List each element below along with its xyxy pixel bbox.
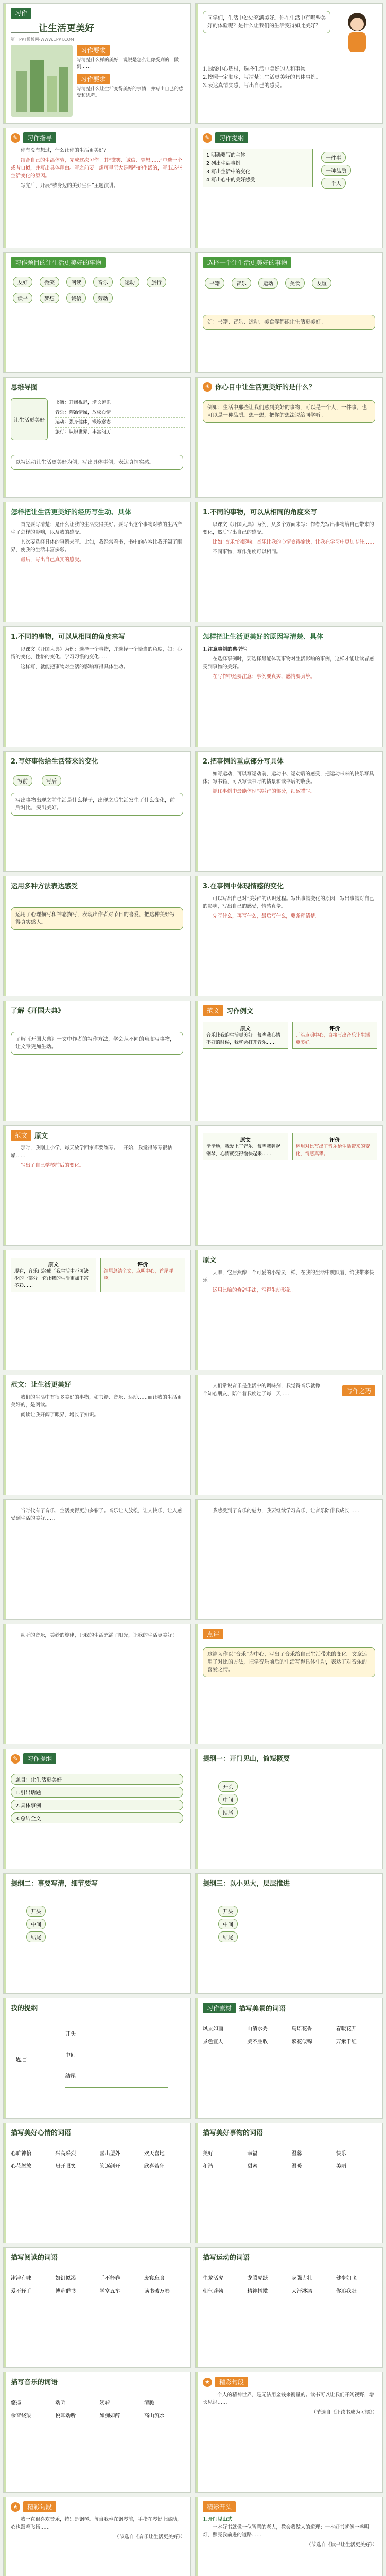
slide-heading: 怎样把让生活更美好的原因写清楚、具体	[203, 633, 324, 641]
slide-methods[interactable]	[3, 876, 191, 996]
model-p2: 阅读让我开阔了眼界，增长了知识。	[21, 1412, 99, 1418]
slide-intro[interactable]	[195, 3, 383, 124]
req-tag-1: 习作要求	[77, 45, 110, 56]
word: 美丽	[336, 2164, 346, 2170]
word-grid	[11, 2398, 183, 2419]
slide-model-4[interactable]	[195, 1499, 383, 1620]
word: 繁花似锦	[291, 2039, 312, 2045]
word: 健步如飞	[336, 2276, 357, 2281]
outline-box	[203, 149, 313, 187]
topic-chip[interactable]: 阅读	[66, 277, 86, 287]
intro-line: 1.围绕中心选材，选择生活中美好的人和事物。	[203, 66, 311, 72]
model5-p1: 动听的音乐，美妙的旋律，让我的生活充满了阳光，让我的生活更美好！	[21, 1633, 178, 1638]
star-icon: ★	[203, 2378, 212, 2387]
word: 心旷神怡	[11, 2151, 31, 2157]
tag-label: 精彩句段	[215, 2377, 248, 2387]
slide-heading: 描写运动的词语	[203, 2254, 250, 2262]
col-head: 原文	[240, 1026, 251, 1032]
col-head: 原文	[240, 1138, 251, 1143]
slide-outline[interactable]	[195, 128, 383, 248]
slide-passage-1[interactable]	[195, 2372, 383, 2493]
choose-list	[203, 277, 377, 290]
typical-p1: 在选择事例时，要选择最能体现事物对生活影响的事例，这样才能让读者感受到事物的美好。	[203, 656, 374, 670]
slide-guide[interactable]	[3, 128, 191, 248]
my-tree-node[interactable]: 结尾	[65, 2066, 168, 2088]
tree-b	[24, 1905, 48, 1943]
outline2-line: 题目：让生活更美好	[11, 1774, 183, 1785]
model3-p1: 当时代有了音乐，生活变得更加多彩了。音乐让人放松，让人快乐，让人感受到生活的美好……	[11, 1508, 182, 1521]
angle-p3: 不同事物，写作角度可以相同。	[213, 549, 282, 555]
word: 余音绕梁	[11, 2413, 31, 2419]
slide-model-2[interactable]	[195, 1375, 383, 1495]
word: 学富五车	[99, 2289, 120, 2294]
req-text-1: 写清楚什么样的美好，说说是怎么让你受到的，做到……	[77, 58, 179, 70]
slide-heading: 怎样把让生活更美好的经历写生动、具体	[11, 509, 132, 516]
outline2-list	[11, 1772, 183, 1825]
topic-chip[interactable]: 友好	[13, 277, 32, 287]
typical-sub: 1.注意事例的典型性	[203, 647, 247, 652]
word: 欣喜若狂	[144, 2164, 165, 2170]
word: 高山流水	[144, 2413, 165, 2419]
example-text: 音乐让我的生活更美好。每当我心情不好的时候，我就会打开音乐……	[206, 1033, 281, 1045]
slide-focus[interactable]	[195, 751, 383, 872]
change-btns	[11, 774, 63, 787]
word: 大汗淋漓	[291, 2289, 312, 2294]
angle-p1: 以课文《开国大典》为例，从多个方面来写：作者先写出事物给自己带来的变化，然后写出自己的感受。	[203, 522, 374, 535]
word: 欢天喜地	[144, 2151, 165, 2157]
col-head: 评价	[329, 1138, 340, 1143]
slide-heading: 1.不同的事物，可以从相同的角度来写	[11, 633, 125, 641]
slide-heading: 描写音乐的词语	[11, 2379, 58, 2386]
slide-model-5[interactable]	[3, 1624, 191, 1744]
girl-icon	[339, 9, 375, 55]
slide-example-3[interactable]	[195, 1125, 383, 1246]
eval-text: 结尾总结全文，点明中心，首尾呼应。	[103, 1269, 173, 1281]
change-after-button[interactable]: 写后	[42, 775, 61, 786]
topic-chip[interactable]: 微笑	[40, 277, 59, 287]
skill-tag: 写作之巧	[342, 1385, 375, 1396]
word: 生龙活虎	[203, 2276, 223, 2281]
my-tree-node[interactable]: 中间	[65, 2045, 168, 2066]
word: 龙腾虎跃	[247, 2276, 268, 2281]
choose-chip[interactable]: 运动	[258, 278, 278, 289]
outline2-line: 2.具体事例	[11, 1800, 183, 1810]
tree-c	[216, 1905, 240, 1943]
slide-comment[interactable]	[195, 1624, 383, 1744]
tree-node: 开头	[26, 1906, 46, 1917]
word: 笑逐颜开	[99, 2164, 120, 2170]
opening1-title: 1.开门见山式	[203, 2517, 233, 2522]
outline-right	[319, 151, 376, 190]
tag-label: 习作提纲	[215, 132, 248, 143]
opening1-source: （节选自《读书让生活更美好》）	[306, 2542, 377, 2548]
eval-text: 开头点明中心，直接写出音乐让生活更美好。	[295, 1033, 370, 1045]
outline-chip[interactable]: 一种品质	[321, 165, 351, 176]
slide-words-3[interactable]	[195, 2123, 383, 2243]
passage1-p1: 一个人的精神世界，是无法用金钱来衡量的。读书可以让我们开阔视野，增长见识……	[203, 2392, 374, 2405]
topic-chip[interactable]: 读书	[13, 293, 32, 303]
guide-p3: 写完后，开展“我身边的美好生活”主题演讲。	[21, 183, 119, 189]
angle-p2: 比如“音乐”的影响：音乐让我的心情变得愉快，让我在学习中更加专注……	[213, 539, 374, 545]
mindmap-center: 让生活更美好	[11, 398, 48, 440]
tag-label: 范文	[203, 1005, 223, 1016]
pen-icon: ✎	[11, 1754, 20, 1764]
mindmap-branch: 书籍：开阔视野，增长见识	[55, 398, 185, 408]
word: 幸福	[247, 2151, 258, 2157]
mindmap-branches	[55, 398, 185, 437]
guide-p1: 你有没有想过，什么让你的生活更美好？	[21, 148, 109, 154]
slide-outline-b[interactable]	[3, 1873, 191, 1994]
topic-chip[interactable]: 音乐	[93, 277, 113, 287]
outline2-line: 3.总结全文	[11, 1812, 183, 1823]
slide-topics[interactable]	[3, 252, 191, 373]
topic-chip[interactable]: 运动	[120, 277, 139, 287]
word: 美不胜收	[247, 2039, 268, 2045]
site-label: 第一PPT模板网-WWW.1PPT.COM	[11, 37, 74, 42]
tag-label: 习作素材	[203, 2003, 236, 2013]
change-text: 写出事物出现之前生活是什么样子，出现之后生活发生了什么变化，前后对比，突出美好。	[11, 793, 183, 816]
slide-heading: 1.不同的事物，可以从相同的角度来写	[203, 509, 317, 516]
example5-eval: 运用比喻的修辞手法，写得生动形象。	[213, 1287, 296, 1293]
slide-heading: 习作例文	[226, 1008, 254, 1015]
emotion-p1: 可以写出自己对“美好”的认识过程。写出事物变化的原因，写出事物对自己的影响，写出自己的感受，情感真挚。	[203, 896, 374, 909]
slide-heading: 提纲二：事要写清，细节要写	[11, 1880, 98, 1888]
choose-chip[interactable]: 书籍	[205, 278, 224, 289]
slide-model-3[interactable]	[3, 1499, 191, 1620]
slide-words-6[interactable]	[3, 2372, 191, 2493]
tag-label: 范文	[11, 1130, 31, 1141]
my-tree	[65, 2024, 168, 2088]
model-p1: 我们的生活中有很多美好的事物，如书籍、音乐、运动……而让我的生活更美好的，是阅读。	[11, 1395, 182, 1408]
col-head: 评价	[329, 1026, 340, 1032]
slide-heading: 了解《开国大典》	[11, 1007, 65, 1015]
slide-heading: 原文	[203, 1257, 217, 1264]
my-outline-label: 题目	[16, 2056, 27, 2063]
topic-list	[11, 276, 185, 304]
outline-item: 2.列出生活事例	[206, 161, 241, 166]
change-before-button[interactable]: 写前	[13, 775, 32, 786]
slide-emotion[interactable]	[195, 876, 383, 996]
pen-icon: ✎	[11, 133, 20, 143]
outline-chip[interactable]: 一件事	[321, 152, 346, 163]
eval-text: 运用对比写出了音乐给生活带来的变化，情感真挚。	[295, 1144, 370, 1157]
slide-typical[interactable]	[195, 626, 383, 747]
tag-label: 点评	[203, 1629, 223, 1639]
word: 读书破万卷	[144, 2289, 170, 2294]
angle2-p1: 以课文《开国大典》为例：选择一个事物，并选择一个恰当的角度，如：心情的变化、性格的变化、学习习惯的变化……	[11, 647, 182, 660]
word: 春暖花开	[336, 2026, 357, 2032]
model4-p1: 我感受到了音乐的魅力，我要继续学习音乐，让音乐陪伴我成长……	[213, 1508, 360, 1514]
slide-model[interactable]	[3, 1375, 191, 1495]
how-p2: 其次要选择具体的事例来写。比如，我经常看书，书中的内容让我开阔了眼界，使我的生活丰富多彩。	[11, 539, 182, 553]
slide-heading: 你心目中让生活更美好的是什么？	[215, 384, 316, 392]
slide-change[interactable]	[3, 751, 191, 872]
slide-choose[interactable]	[195, 252, 383, 373]
slide-outline-c[interactable]	[195, 1873, 383, 1994]
outline-item: 1.明确要写的主体	[206, 152, 245, 158]
typical-p2: 在写作中还要注意：事例要真实，感情要真挚。	[213, 674, 315, 680]
tag-label: 习作指导	[23, 132, 56, 143]
light-icon: ☀	[203, 382, 212, 392]
word: 温馨	[291, 2151, 302, 2157]
slide-example-5[interactable]	[195, 1250, 383, 1370]
topic-chip[interactable]: 旅行	[147, 277, 166, 287]
word: 万紫千红	[336, 2039, 357, 2045]
star-icon: ★	[11, 2502, 20, 2512]
slide-grid	[3, 3, 383, 2576]
slide-heading: 2.写好事物给生活带来的变化	[11, 758, 98, 766]
how-p1: 首先要写清楚：是什么让我的生活变得美好。要写出这个事物对我的生活产生了怎样的影响，以及我的感受。	[11, 522, 182, 535]
word: 心花怒放	[11, 2164, 31, 2170]
outline-chip[interactable]: 一个人	[321, 178, 346, 189]
req-text-2: 写清楚什么让生活变得美好的事情，并写出自己的感受和思考。	[77, 87, 184, 98]
slide-outline-2[interactable]	[3, 1749, 191, 1869]
word-grid	[11, 2274, 183, 2294]
slide-words-5[interactable]	[195, 2247, 383, 2368]
mindmap-branch: 旅行：认识世界，丰富阅历	[55, 428, 185, 437]
tree-node: 开头	[218, 1906, 238, 1917]
slide-heading: 3.在事例中体现情感的变化	[203, 883, 284, 890]
slide-opening-1[interactable]	[195, 2497, 383, 2576]
word: 手不释卷	[99, 2276, 120, 2281]
girl-avatar	[339, 9, 375, 55]
tag-label: 精彩句段	[23, 2501, 56, 2512]
word: 快乐	[336, 2151, 346, 2157]
topic-chip[interactable]: 诚信	[66, 293, 86, 303]
slide-example-2[interactable]	[3, 1125, 191, 1246]
intro-bubble: 同学们，生活中处处充满美好。你在生活中有哪些美好的体验呢？是什么让我们的生活变得如此美好？	[203, 11, 330, 33]
comment-text: 这篇习作以“音乐”为中心，写出了音乐给自己生活带来的变化。文章运用了对比的方法，把学音乐前后的生活写得具体生动，表达了对音乐的喜爱之情。	[203, 1647, 375, 1677]
word: 朝气蓬勃	[203, 2289, 223, 2294]
tree-node: 中间	[218, 1919, 238, 1929]
methods-text: 运用了心理描写和神态描写，表现出作者对节日的喜爱，把这种美好写得真实感人。	[11, 907, 183, 930]
focus-p2: 抓住事例中最能体现“美好”的部分，细致描写。	[213, 789, 315, 794]
tree-node: 中间	[26, 1919, 46, 1929]
discuss-text: 例如：生活中那些让我们感到美好的事物，可以是一个人，一件事，也可以是一种品质。想一想，把你的想法说给同学听。	[203, 400, 375, 423]
word: 温暖	[291, 2164, 302, 2170]
slide-angle-1[interactable]	[195, 502, 383, 622]
example5-p1: 天哪，它居然像一个可爱的小精灵一样，在我的生活中跳跃着，给我带来快乐。	[203, 1270, 374, 1283]
word: 爱不释手	[11, 2289, 31, 2294]
slide-words-2[interactable]	[3, 2123, 191, 2243]
angle2-p2: 这样写，就能把事物对生活的影响写得具体生动。	[21, 664, 129, 670]
slide-heading: 思维导图	[11, 384, 38, 392]
mindmap-note: 以写运动让生活更美好为例，写出具体事例，表达真情实感。	[11, 455, 183, 470]
slide-how[interactable]	[3, 502, 191, 622]
mindmap-branch: 运动：强身健体，锻炼意志	[55, 418, 185, 428]
learn-text: 了解《开国大典》一文中作者的写作方法，学会从不同的角度写事物，让文章更加生动。	[11, 1032, 183, 1055]
word: 悦耳动听	[55, 2413, 76, 2419]
word: 清脆	[144, 2400, 154, 2406]
word: 博览群书	[55, 2289, 76, 2294]
intro-line: 3.表达真情实感，写出自己的感受。	[203, 83, 285, 89]
word: 你追我赶	[336, 2289, 357, 2294]
passage2-source: （节选自《音乐让生活更美好》）	[114, 2534, 185, 2540]
word: 如饥似渴	[55, 2276, 76, 2281]
slide-mindmap[interactable]	[3, 377, 191, 498]
topic-chip[interactable]: 梦想	[40, 293, 59, 303]
buildings-icon	[11, 45, 73, 117]
slide-heading: 描写美好心情的词语	[11, 2129, 72, 2137]
word-grid	[203, 2274, 375, 2294]
tree-a	[216, 1780, 240, 1819]
slide-heading: 提纲三：以小见大，层层推进	[203, 1880, 290, 1888]
slide-heading: 范文：让生活更美好	[11, 1381, 72, 1389]
slide-heading: 描写阅读的词语	[11, 2254, 58, 2262]
intro-line: 2.按照一定顺序，写清楚让生活更美好的具体事例。	[203, 75, 321, 80]
how-p3: 最后，写出自己真实的感受。	[21, 557, 84, 563]
col-head: 原文	[48, 1262, 59, 1268]
choose-chip[interactable]: 音乐	[232, 278, 251, 289]
choose-chip[interactable]: 美食	[285, 278, 305, 289]
word: 美好	[203, 2151, 213, 2157]
tag-label: 习作题目的让生活更美好的事物	[11, 257, 106, 268]
word: 甜蜜	[247, 2164, 258, 2170]
slide-heading: 提纲一：开门见山，简短概要	[203, 1755, 290, 1763]
guide-p2: 结合自己的生活体验，完成这次习作。其“微笑、诚信、梦想……”中选一个或者自拟，并写出具体理由。写之前要一想可呈至大是哪些的生活的，写出这些生活变化的原因。	[11, 158, 182, 179]
slide-passage-2[interactable]	[3, 2497, 191, 2576]
outline-item: 4.写出心中的美好感受	[206, 177, 255, 183]
example-text: 渐渐地，我爱上了音乐。每当我弹起钢琴，心情就变得愉快起来……	[206, 1144, 281, 1157]
tree-node: 结尾	[26, 1931, 46, 1942]
passage2-p1: 我一直很喜欢音乐，特别是钢琴。每当我坐在钢琴前，手指在琴键上跳动，心也跟着飞扬……	[11, 2517, 182, 2530]
slide-learn[interactable]	[3, 1001, 191, 1121]
tag-label: 习作提纲	[23, 1753, 56, 1764]
slide-heading: 描写美好事物的词语	[203, 2129, 264, 2137]
word-grid	[203, 2024, 375, 2045]
choose-note: 如：书籍、音乐、运动、美食等都能让生活更美好。	[203, 315, 375, 330]
passage1-source: （节选自《让读书成为习惯》）	[311, 2410, 377, 2415]
word: 喜出望外	[99, 2151, 120, 2157]
slide-example-1[interactable]	[195, 1001, 383, 1121]
word: 和谐	[203, 2164, 213, 2170]
word: 山清水秀	[247, 2026, 268, 2032]
word: 风景如画	[203, 2026, 223, 2032]
choose-chip[interactable]: 友谊	[312, 278, 331, 289]
slide-example-4[interactable]	[3, 1250, 191, 1370]
tree-node: 开头	[218, 1781, 238, 1792]
word: 悠扬	[11, 2400, 21, 2406]
word: 鸟语花香	[291, 2026, 312, 2032]
tree-node: 结尾	[218, 1807, 238, 1818]
model2-p1: 人们常说音乐是生活中的调味剂，我觉得音乐就像一个知心朋友，陪伴着我度过了每一天……	[203, 1383, 325, 1397]
word: 精神抖擞	[247, 2289, 268, 2294]
example-text: 现在，音乐已经成了我生活中不可缺少的一部分。它让我的生活更加丰富多彩……	[14, 1269, 89, 1289]
word: 身强力壮	[291, 2276, 312, 2281]
focus-p1: 如写运动，可以写运动前、运动中、运动后的感受，把运动带来的快乐写具体；写书籍，可以写读书时的情景和读书后的收获。	[203, 771, 374, 785]
word: 景色宜人	[203, 2039, 223, 2045]
slide-my-outline[interactable]	[3, 1998, 191, 2119]
pen-icon: ✎	[203, 133, 212, 143]
word: 废寝忘食	[144, 2276, 165, 2281]
tree-node: 结尾	[218, 1931, 238, 1942]
slide-title[interactable]	[3, 3, 191, 124]
word-grid	[11, 2149, 183, 2170]
my-tree-node[interactable]: 开头	[65, 2024, 168, 2045]
slide-title-text: ______让生活更美好	[11, 23, 94, 34]
slide-heading: 2.把事例的重点部分写具体	[203, 758, 284, 766]
mindmap-branch: 音乐：陶冶情操，放松心情	[55, 408, 185, 418]
intro-lines	[203, 65, 375, 90]
slide-heading: 我的提纲	[11, 2005, 38, 2012]
tag-label: 选择一个让生活更美好的事物	[203, 257, 291, 268]
word: 婉转	[99, 2400, 110, 2406]
example2-p1: 那时，我刚上小学，每天放学回家都要练琴。一开始，我觉得练琴很枯燥……	[11, 1145, 172, 1159]
word: 眉开眼笑	[55, 2164, 76, 2170]
topic-chip[interactable]: 劳动	[93, 293, 113, 303]
slide-outline-a[interactable]	[195, 1749, 383, 1869]
col-head: 评价	[137, 1262, 148, 1268]
opening1-p1: 一本好书就像一位智慧的老人，教会我做人的道理；一本好书就像一盏明灯，照亮我前进的道路……	[203, 2524, 370, 2538]
slide-angle-2[interactable]	[3, 626, 191, 747]
outline-item: 3.写出生活中的变化	[206, 169, 251, 175]
word: 动听	[55, 2400, 66, 2406]
word: 兴高采烈	[55, 2151, 76, 2157]
tag-label: 习作	[11, 8, 31, 19]
tag-label: 精彩开头	[203, 2501, 236, 2512]
slide-discuss[interactable]	[195, 377, 383, 498]
slide-heading: 描写美景的词语	[239, 2005, 286, 2013]
word-grid	[203, 2149, 375, 2170]
slide-words-1[interactable]	[195, 1998, 383, 2119]
req-tag-2: 习作要求	[77, 74, 110, 84]
city-illustration	[11, 45, 73, 117]
slide-heading: 原文	[34, 1132, 48, 1140]
tree-node: 中间	[218, 1794, 238, 1805]
slide-words-4[interactable]	[3, 2247, 191, 2368]
outline2-line: 1.引出话题	[11, 1787, 183, 1798]
example2-eval: 写出了自己学琴前后的变化。	[21, 1163, 84, 1168]
slide-heading: 运用多种方法表达感受	[11, 883, 78, 890]
emotion-p2: 先写什么，再写什么，最后写什么，要条理清楚。	[213, 913, 321, 919]
word: 津津有味	[11, 2276, 31, 2281]
word: 如痴如醉	[99, 2413, 120, 2419]
